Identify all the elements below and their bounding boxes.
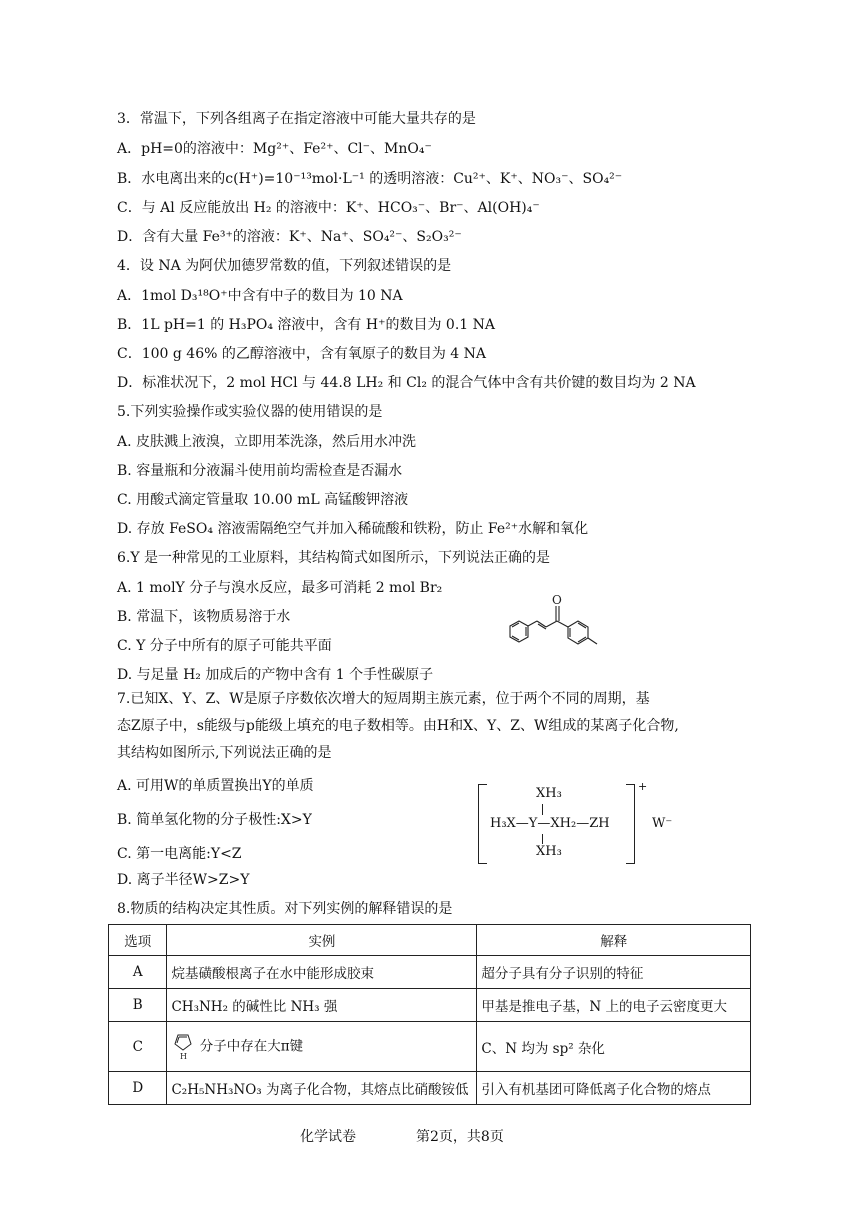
q8-stem: 8.物质的结构决定其性质。对下列实例的解释错误的是 (117, 901, 453, 917)
ion-top-bond (542, 804, 543, 815)
table-row (109, 989, 751, 1022)
right-bracket (626, 784, 635, 864)
header-example: 实例 (167, 925, 477, 956)
row-d-example: C₂H₅NH₃NO₃ 为离子化合物，其熔点比硝酸铵低 (167, 1072, 477, 1105)
q4-stem: 4．设 NA 为阿伏加德罗常数的值，下列叙述错误的是 (117, 258, 452, 274)
row-d-option: D (109, 1072, 167, 1105)
row-a-explanation: 超分子具有分子识别的特征 (477, 956, 751, 989)
page-footer (300, 1126, 564, 1146)
row-b-explanation: 甲基是推电子基，N 上的电子云密度更大 (477, 989, 751, 1022)
table-row (109, 1072, 751, 1105)
row-b-example: CH₃NH₂ 的碱性比 NH₃ 强 (167, 989, 477, 1022)
footer-subject: 化学试卷 (300, 1129, 356, 1145)
q7-option-b: B. 简单氢化物的分子极性:X>Y (117, 812, 312, 828)
ion-middle-chain: H₃X—Y—XH₂—ZH (490, 816, 610, 831)
q8-table (108, 924, 751, 1105)
q5-option-a: A. 皮肤溅上液溴，立即用苯洗涤，然后用水冲洗 (117, 434, 417, 450)
row-c-example-text: 分子中存在大π键 (199, 1038, 304, 1054)
header-explanation: 解释 (477, 925, 751, 956)
q3-option-b: B．水电离出来的c(H⁺)=10⁻¹³mol·L⁻¹ 的透明溶液：Cu²⁺、K⁺、NO₃⁻、SO₄²⁻ (117, 171, 623, 187)
row-a-option: A (109, 956, 167, 989)
q3-stem: 3．常温下，下列各组离子在指定溶液中可能大量共存的是 (117, 111, 476, 127)
ion-charge: + (638, 780, 648, 793)
header-option: 选项 (109, 925, 167, 956)
footer-page-number: 第2页，共8页 (416, 1129, 504, 1145)
row-c-explanation: C、N 均为 sp² 杂化 (477, 1022, 751, 1072)
q5-stem: 5.下列实验操作或实验仪器的使用错误的是 (117, 404, 383, 420)
q6-stem: 6.Y 是一种常见的工业原料，其结构简式如图所示，下列说法正确的是 (117, 550, 551, 566)
row-c-option: C (109, 1022, 167, 1072)
q7-stem-line2: 态Z原子中，s能级与p能级上填充的电子数相等。由H和X、Y、Z、W组成的某离子化合物, (117, 718, 679, 734)
left-bracket (478, 784, 487, 864)
q6-option-a: A. 1 molY 分子与溴水反应，最多可消耗 2 mol Br₂ (117, 580, 443, 596)
q7-stem-line1: 7.已知X、Y、Z、W是原子序数依次增大的短周期主族元素，位于两个不同的周期，基 (117, 691, 650, 707)
structure-y-diagram (500, 588, 630, 658)
pyrrole-nh-label: H (180, 1051, 188, 1061)
q4-option-c: C．100 g 46% 的乙醇溶液中，含有氧原子的数目为 4 NA (117, 346, 487, 362)
ion-bottom-group: XH₃ (536, 844, 562, 859)
q6-option-b: B. 常温下，该物质易溶于水 (117, 609, 291, 625)
q6-option-c: C. Y 分子中所有的原子可能共平面 (117, 638, 332, 654)
row-c-example (167, 1022, 477, 1072)
q4-option-b: B．1L pH=1 的 H₃PO₄ 溶液中，含有 H⁺的数目为 0.1 NA (117, 317, 496, 333)
row-a-example: 烷基磺酸根离子在水中能形成胶束 (167, 956, 477, 989)
ion-bottom-bond (542, 834, 543, 844)
q5-option-c: C. 用酸式滴定管量取 10.00 mL 高锰酸钾溶液 (117, 492, 409, 508)
q4-option-a: A．1mol D₃¹⁸O⁺中含有中子的数目为 10 NA (117, 288, 403, 304)
q4-option-d: D．标准状况下，2 mol HCl 与 44.8 LH₂ 和 Cl₂ 的混合气体中含有共价键的数目均为 2 NA (117, 375, 696, 391)
q7-option-a: A. 可用W的单质置换出Y的单质 (117, 778, 314, 794)
ion-anion: W⁻ (652, 816, 673, 831)
table-header-row (109, 925, 751, 956)
row-d-explanation: 引入有机基团可降低离子化合物的熔点 (477, 1072, 751, 1105)
q7-stem-line3: 其结构如图所示,下列说法正确的是 (117, 745, 332, 761)
q6-option-d: D. 与足量 H₂ 加成后的产物中含有 1 个手性碳原子 (117, 667, 434, 683)
q5-option-d: D. 存放 FeSO₄ 溶液需隔绝空气并加入稀硫酸和铁粉，防止 Fe²⁺水解和氧化 (117, 521, 589, 537)
ion-top-group: XH₃ (536, 786, 562, 801)
q3-option-c: C．与 Al 反应能放出 H₂ 的溶液中：K⁺、HCO₃⁻、Br⁻、Al(OH)₄⁻ (117, 200, 540, 216)
q5-option-b: B. 容量瓶和分液漏斗使用前均需检查是否漏水 (117, 463, 403, 479)
q3-option-a: A．pH=0的溶液中：Mg²⁺、Fe²⁺、Cl⁻、MnO₄⁻ (117, 141, 432, 157)
table-row (109, 956, 751, 989)
row-b-option: B (109, 989, 167, 1022)
ionic-compound-structure (478, 780, 708, 866)
table-row (109, 1022, 751, 1072)
q7-option-c: C. 第一电离能:Y<Z (117, 846, 242, 862)
structure-o-label: O (552, 593, 562, 607)
q3-option-d: D．含有大量 Fe³⁺的溶液：K⁺、Na⁺、SO₄²⁻、S₂O₃²⁻ (117, 229, 462, 245)
q7-option-d: D. 离子半径W>Z>Y (117, 872, 250, 888)
pyrrole-ring-icon (171, 1032, 195, 1062)
